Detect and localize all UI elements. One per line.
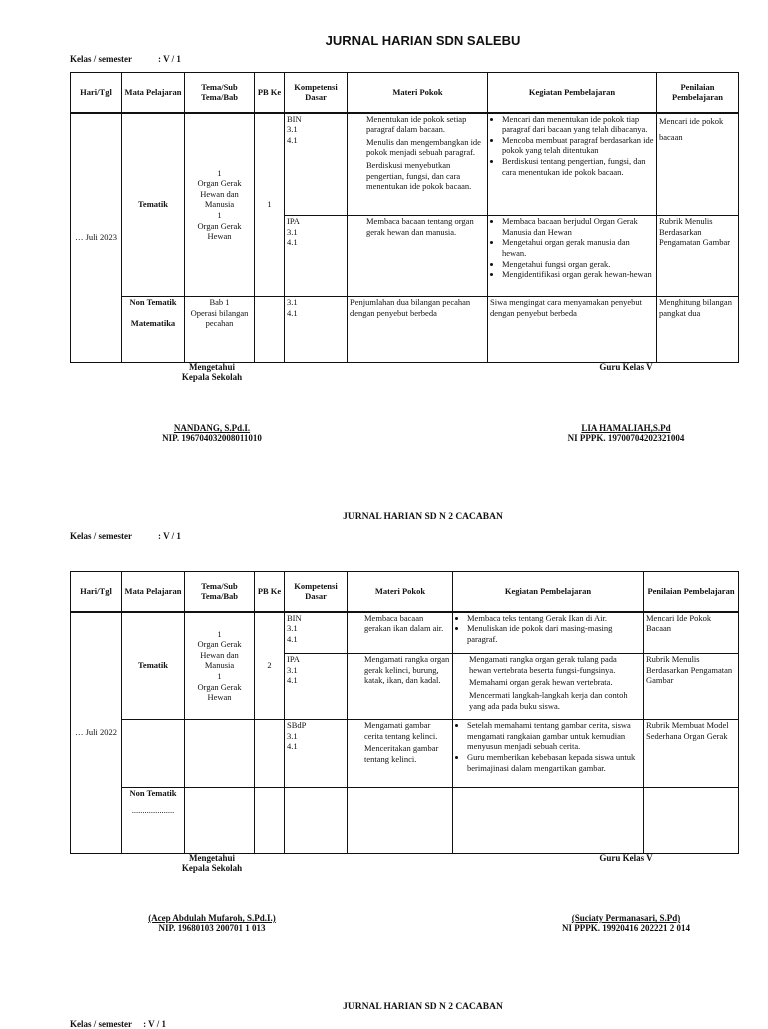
headmaster-nip: NIP. 19680103 200701 1 013	[158, 923, 266, 933]
tema-empty	[185, 788, 255, 854]
headmaster-name: NANDANG, S.Pd.I.	[173, 423, 251, 433]
doc2-header-row	[71, 572, 739, 612]
tema-cell: 1 Organ Gerak Hewan dan Manusia 1 Organ Gerak Hewan	[185, 113, 255, 297]
tema-cell: Bab 1 Operasi bilangan pecahan	[185, 297, 255, 363]
header-pb: PB Ke	[255, 73, 285, 113]
pb-empty	[255, 720, 285, 788]
header-hari: Hari/Tgl	[71, 73, 122, 113]
kd-cell: IPA 3.1 4.1	[285, 216, 348, 297]
pb-cell: 1	[255, 113, 285, 297]
list-item: • Setelah memahami tentang gambar cerita, siswa mengamati rangkaian gambar untuk kemudian menyusun menjadi sebuah cerita.	[467, 720, 641, 752]
doc2-journal-table	[70, 571, 739, 854]
kegiatan-cell	[488, 113, 657, 216]
doc2-kelas-label: Kelas / semester	[70, 531, 132, 541]
header-mapel: Mata Pelajaran	[122, 73, 185, 113]
kegiatan-cell	[453, 612, 644, 654]
materi-cell: Mengamati gambar cerita tentang kelinci. Menceritakan gambar tentang kelinci.	[348, 720, 453, 788]
penilaian-cell: Menghitung bilangan pangkat dua	[657, 297, 739, 363]
table-row	[71, 297, 739, 363]
kegiatan-empty	[453, 788, 644, 854]
kd-cell: 3.1 4.1	[285, 297, 348, 363]
doc1-header-row	[71, 73, 739, 113]
mapel-tematik: Tematik	[122, 612, 185, 720]
materi-empty	[348, 788, 453, 854]
doc1-sign-right	[526, 423, 726, 443]
doc2-sign-left	[110, 913, 314, 933]
header-kegiatan: Kegiatan Pembelajaran	[488, 73, 657, 113]
penilaian-cell: Mencari Ide Pokok Bacaan	[644, 612, 739, 654]
penilaian-empty	[644, 788, 739, 854]
header-penilaian: Penilaian Pembelajaran	[657, 73, 739, 113]
table-row	[71, 113, 739, 216]
header-penilaian: Penilaian Pembelajaran	[644, 572, 739, 612]
materi-cell: Penjumlahan dua bilangan pecahan dengan penyebut berbeda	[348, 297, 488, 363]
doc1-journal-table	[70, 72, 739, 363]
table-row	[71, 788, 739, 854]
doc1-kelas-label: Kelas / semester	[70, 54, 132, 64]
mapel-tematik: Tematik	[122, 113, 185, 297]
penilaian-cell: Rubrik Membuat Model Sederhana Organ Gerak	[644, 720, 739, 788]
kegiatan-cell	[453, 720, 644, 788]
teacher-nip: NI PPPK. 19700704202321004	[567, 433, 685, 443]
doc2-kelas-value: : V / 1	[158, 531, 181, 541]
doc1-kelas-value: : V / 1	[158, 54, 181, 64]
teacher-name: (Suciaty Permanasari, S.Pd)	[571, 913, 681, 923]
list-item: • Membaca teks tentang Gerak Ikan di Air.	[467, 613, 641, 624]
header-kd: Kompetensi Dasar	[285, 572, 348, 612]
materi-cell: Mengamati rangka organ gerak kelinci, burung, katak, ikan, dan kadal.	[348, 654, 453, 720]
header-mapel: Mata Pelajaran	[122, 572, 185, 612]
table-row	[71, 720, 739, 788]
doc2-title: JURNAL HARIAN SD N 2 CACABAN	[343, 512, 503, 522]
doc2-sign-left-title: Mengetahui Kepala Sekolah	[181, 853, 243, 873]
kd-cell: IPA 3.1 4.1	[285, 654, 348, 720]
doc1-kelas	[70, 54, 181, 64]
list-item: • Mengetahui organ gerak manusia dan hewan.	[502, 237, 654, 258]
doc2-sign-right-title: Guru Kelas V	[599, 853, 653, 863]
kd-cell: BIN 3.1 4.1	[285, 612, 348, 654]
doc1-sign-left-title: Mengetahui Kepala Sekolah	[181, 362, 243, 382]
pb-cell-empty	[255, 297, 285, 363]
penilaian-cell: Mencari ide pokok bacaan	[657, 113, 739, 216]
kd-cell: BIN 3.1 4.1	[285, 113, 348, 216]
tema-cell: 1 Organ Gerak Hewan dan Manusia 1 Organ Gerak Hewan	[185, 612, 255, 720]
list-item: • Mengidentifikasi organ gerak hewan-hewan	[502, 269, 654, 280]
teacher-name: LIA HAMALIAH,S.Pd	[581, 423, 671, 433]
pb-cell: 2	[255, 612, 285, 720]
table-row	[71, 612, 739, 654]
list-item: • Membaca bacaan berjudul Organ Gerak Manusia dan Hewan	[502, 216, 654, 237]
header-tema: Tema/Sub Tema/Bab	[185, 572, 255, 612]
penilaian-cell: Rubrik Menulis Berdasarkan Pengamatan Gambar	[657, 216, 739, 297]
header-pb: PB Ke	[255, 572, 285, 612]
date-cell: … Juli 2023	[71, 113, 122, 363]
list-item: • Mencoba membuat paragraf berdasarkan ide pokok yang telah ditentukan	[502, 135, 654, 156]
list-item: • Guru memberikan kebebasan kepada siswa untuk berimajinasi dalam mengartikan gambar.	[467, 752, 641, 773]
doc2-kelas	[70, 531, 181, 541]
doc2-sign-right	[526, 913, 726, 933]
mapel-empty	[122, 720, 185, 788]
kegiatan-cell: Siwa mengingat cara menyamakan penyebut dengan penyebut berbeda	[488, 297, 657, 363]
list-item: • Mencari dan menentukan ide pokok tiap paragraf dari bacaan yang telah dibacanya.	[502, 114, 654, 135]
header-materi: Materi Pokok	[348, 572, 453, 612]
mapel-nontematik: Non Tematik ....................	[122, 788, 185, 854]
headmaster-nip: NIP. 196704032008011010	[162, 433, 262, 443]
header-tema: Tema/Sub Tema/Bab	[185, 73, 255, 113]
teacher-nip: NI PPPK. 19920416 202221 2 014	[562, 923, 690, 933]
header-kegiatan: Kegiatan Pembelajaran	[453, 572, 644, 612]
list-item: • Berdiskusi tentang pengertian, fungsi, dan cara menentukan ide pokok bacaan.	[502, 156, 654, 177]
kd-empty	[285, 788, 348, 854]
kegiatan-cell: Mengamati rangka organ gerak tulang pada hewan vertebrata beserta fungsi-fungsinya. Memahami organ gerak hewan vertebrata. Mencermati langkah-langkah kerja dan contoh yang ada pada buku siswa.	[453, 654, 644, 720]
kegiatan-cell	[488, 216, 657, 297]
pb-empty	[255, 788, 285, 854]
materi-cell: Menentukan ide pokok setiap paragraf dalam bacaan. Menulis dan mengembangkan ide pokok menjadi sebuah paragraf. Berdiskusi menyebutkan pengertian, fungsi, dan cara menentukan ide pokok bacaan.	[348, 113, 488, 216]
doc1-title: JURNAL HARIAN SDN SALEBU	[325, 33, 521, 48]
materi-cell: Membaca bacaan gerakan ikan dalam air.	[348, 612, 453, 654]
doc3-kelas-partial: Kelas / semester : V / 1	[70, 1019, 166, 1029]
header-materi: Materi Pokok	[348, 73, 488, 113]
doc1-sign-right-title: Guru Kelas V	[599, 362, 653, 372]
mapel-nontematik: Non Tematik Matematika	[122, 297, 185, 363]
doc3-title: JURNAL HARIAN SD N 2 CACABAN	[343, 1002, 503, 1012]
penilaian-cell: Rubrik Menulis Berdasarkan Pengamatan Gambar	[644, 654, 739, 720]
header-kd: Kompetensi Dasar	[285, 73, 348, 113]
list-item: • Mengetahui fungsi organ gerak.	[502, 259, 654, 270]
materi-cell: Membaca bacaan tentang organ gerak hewan dan manusia.	[348, 216, 488, 297]
headmaster-name: (Acep Abdulah Mufaroh, S.Pd.I.)	[148, 913, 276, 923]
date-cell: … Juli 2022	[71, 612, 122, 854]
tema-empty	[185, 720, 255, 788]
kd-cell: SBdP 3.1 4.1	[285, 720, 348, 788]
doc1-sign-left	[110, 423, 314, 443]
list-item: • Menuliskan ide pokok dari masing-masing paragraf.	[467, 623, 641, 644]
header-hari: Hari/Tgl	[71, 572, 122, 612]
